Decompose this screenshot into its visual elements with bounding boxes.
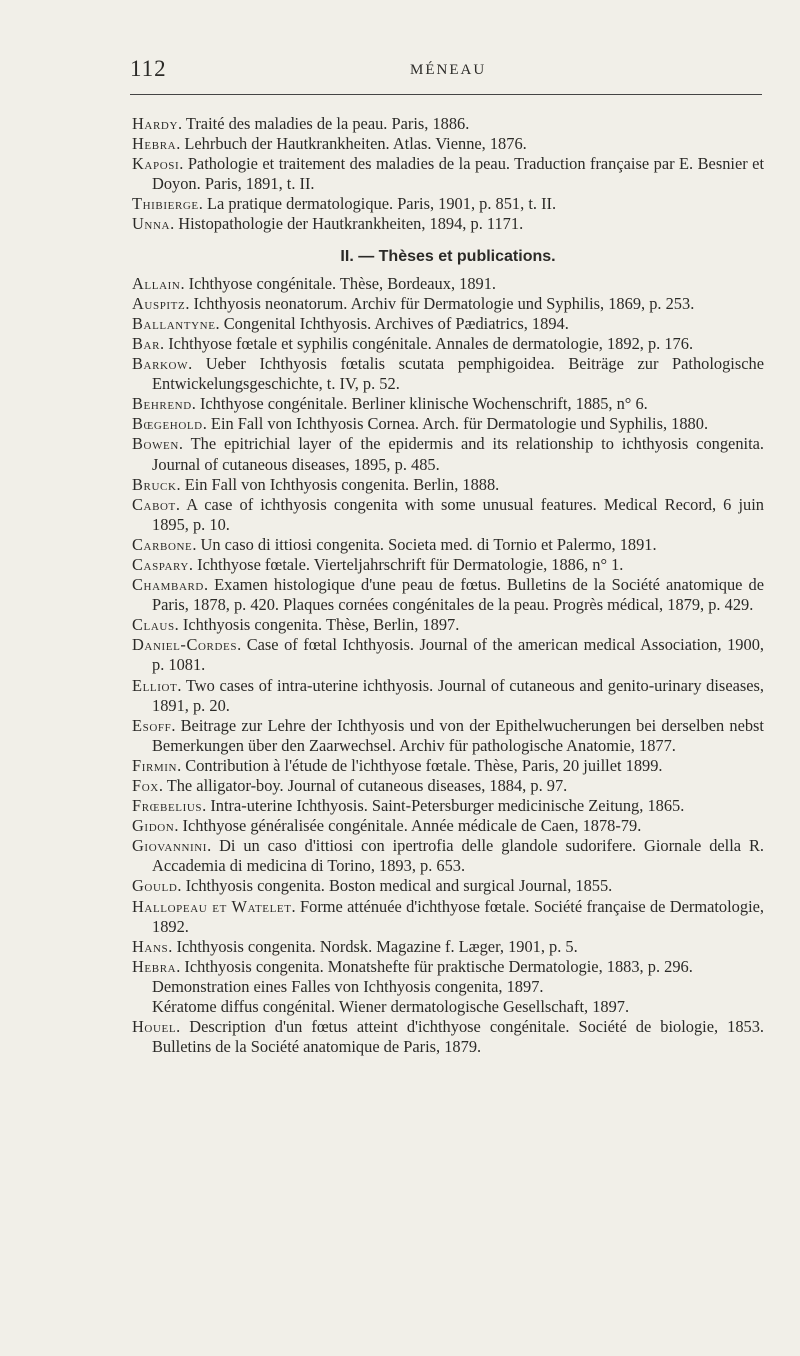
entry-author: Kaposi <box>132 154 180 174</box>
entry-text: . Ein Fall von Ichthyosis Cornea. Arch. für Dermatologie und Syphilis, 1880. <box>202 414 709 434</box>
bibliography-entry <box>132 676 764 716</box>
entry-author: Houel <box>132 1017 177 1037</box>
entry-author: Cabot <box>132 494 176 514</box>
entry-author: Bar <box>132 333 161 353</box>
entry-author: Hardy <box>132 114 179 133</box>
running-head: MÉNEAU <box>410 62 487 78</box>
entry-author: Gidon <box>132 816 175 836</box>
entry-author: Hans <box>132 936 169 956</box>
entry-author: Barkow <box>132 354 189 374</box>
entry-text: Demonstration eines Falles von Ichthyosis congenita, 1897. <box>152 976 544 996</box>
entry-text: . Un caso di ittiosi congenita. Societa med. di Tornio et Palermo, 1891. <box>192 534 657 554</box>
bibliography-entry <box>132 334 764 354</box>
bibliography-entry <box>132 716 764 756</box>
bibliography-entry <box>132 957 764 977</box>
bibliography-entry <box>132 816 764 836</box>
entry-text: Kératome diffus congénital. Wiener dermatologische Gesellschaft, 1897. <box>152 997 630 1017</box>
bibliography-entry <box>132 194 764 214</box>
bibliography-entry-continuation <box>132 997 764 1017</box>
entry-author: Hallopeau et Watelet <box>132 896 292 916</box>
bibliography <box>132 114 764 1057</box>
entry-text: . Ichthyosis congenita. Nordsk. Magazine f. Læger, 1901, p. 5. <box>168 936 578 956</box>
entry-text: . Ichthyosis congenita. Monatshefte für praktische Dermatologie, 1883, p. 296. <box>176 956 693 976</box>
entry-text: . Ichthyosis congenita. Boston medical and surgical Journal, 1855. <box>177 876 613 896</box>
entry-text: . Ein Fall von Ichthyosis congenita. Berlin, 1888. <box>176 474 500 494</box>
entry-text: . A case of ichthyosis congenita with some unusual features. Medical Record, 6 juin 1895, p. 10. <box>152 494 764 534</box>
header-rule <box>130 94 762 95</box>
bibliography-entry <box>132 555 764 575</box>
entry-author: Daniel-Cordes <box>132 635 238 655</box>
entry-text: . Traité des maladies de la peau. Paris, 1886. <box>178 114 470 133</box>
bibliography-entry <box>132 876 764 896</box>
entry-author: Elliot <box>132 675 178 695</box>
entry-text: . The alligator-boy. Journal of cutaneous diseases, 1884, p. 97. <box>158 776 568 795</box>
bibliography-entry <box>132 897 764 937</box>
entry-text: . Di un caso d'ittiosi con ipertrofia delle glandole sudorifere. Giornale della R. Accademia di medicina di Torino, 1893, p. 653. <box>152 836 764 876</box>
entry-text: . Congenital Ichthyosis. Archives of Pædiatrics, 1894. <box>215 313 569 333</box>
bibliography-entry <box>132 615 764 635</box>
bibliography-entry <box>132 354 764 394</box>
bibliography-entry <box>132 114 764 134</box>
entry-author: Hebra <box>132 956 177 976</box>
bibliography-entry <box>132 214 764 234</box>
bibliography-entry <box>132 776 764 796</box>
entry-text: . Description d'un fœtus atteint d'ichthyose congénitale. Société de biologie, 1853. Bulletins de la Société anatomique de Paris, 1879. <box>152 1017 764 1057</box>
entry-author: Carbone <box>132 534 193 554</box>
entry-text: . Beitrage zur Lehre der Ichthyosis und von der Epithelwucherungen bei derselben nebst Bemerkungen über den Zaarwechsel. Archiv für pathologische Anatomie, 1877. <box>152 715 764 755</box>
bibliography-entry <box>132 1017 764 1057</box>
entry-text: . Ichthyose fœtale. Vierteljahrschrift für Dermatologie, 1886, n° 1. <box>188 554 624 574</box>
bibliography-entry <box>132 495 764 535</box>
entry-author: Allain <box>132 273 181 293</box>
entry-author: Caspary <box>132 554 189 574</box>
entry-text: . Lehrbuch der Hautkrankheiten. Atlas. Vienne, 1876. <box>176 134 527 154</box>
bibliography-entry <box>132 154 764 194</box>
entry-text: . Histopathologie der Hautkrankheiten, 1894, p. 1171. <box>170 214 524 234</box>
entry-text: . Ichthyose congénitale. Thèse, Bordeaux, 1891. <box>180 273 497 293</box>
entry-author: Firmin <box>132 755 178 775</box>
entry-author: Frœbelius <box>132 796 203 816</box>
entry-author: Esoff <box>132 715 172 735</box>
entry-author: Bowen <box>132 434 179 454</box>
entry-author: Bruck <box>132 474 177 494</box>
entry-author: Auspitz <box>132 293 186 313</box>
bibliography-entry <box>132 796 764 816</box>
bibliography-entry <box>132 314 764 334</box>
entry-text: . Contribution à l'étude de l'ichthyose fœtale. Thèse, Paris, 20 juillet 1899. <box>177 755 663 775</box>
entry-text: . Forme atténuée d'ichthyose fœtale. Société française de Dermatologie, 1892. <box>152 896 764 936</box>
entry-text: . Ichthyose généralisée congénitale. Année médicale de Caen, 1878-79. <box>174 816 642 836</box>
bibliography-entry <box>132 414 764 434</box>
bibliography-entry <box>132 635 764 675</box>
entry-author: Thibierge <box>132 194 199 214</box>
entry-text: . The epitrichial layer of the epidermis and its relationship to ichthyosis congenita. Journal of cutaneous diseases, 1895, p. 485. <box>152 434 764 474</box>
entry-text: . Ichthyosis neonatorum. Archiv für Dermatologie und Syphilis, 1869, p. 253. <box>185 293 695 313</box>
bibliography-entry <box>132 535 764 555</box>
bibliography-entry <box>132 434 764 474</box>
entry-text: . Intra-uterine Ichthyosis. Saint-Petersburger medicinische Zeitung, 1865. <box>202 796 685 816</box>
entry-text: . Ichthyosis congenita. Thèse, Berlin, 1897. <box>174 615 460 635</box>
bibliography-entry-continuation <box>132 977 764 997</box>
bibliography-entry <box>132 836 764 876</box>
bibliography-entry <box>132 274 764 294</box>
entry-author: Behrend <box>132 394 192 414</box>
entry-text: . Pathologie et traitement des maladies de la peau. Traduction française par E. Besnier et Doyon. Paris, 1891, t. II. <box>152 154 764 194</box>
bibliography-entry <box>132 294 764 314</box>
page-header <box>130 56 762 88</box>
bibliography-entry <box>132 937 764 957</box>
entry-author: Hebra <box>132 134 177 154</box>
entry-text: . Ichthyose congénitale. Berliner klinische Wochenschrift, 1885, n° 6. <box>191 394 648 414</box>
bibliography-entry <box>132 756 764 776</box>
entry-text: . Two cases of intra-uterine ichthyosis. Journal of cutaneous and genito-urinary diseases, 1891, p. 20. <box>152 675 764 715</box>
section-heading: II. — Thèses et publications. <box>340 247 556 265</box>
bibliography-entry <box>132 394 764 414</box>
bibliography-entry <box>132 475 764 495</box>
entry-text: . Case of fœtal Ichthyosis. Journal of the american medical Association, 1900, p. 1081. <box>152 635 764 675</box>
page-number: 112 <box>130 56 167 81</box>
entry-author: Giovannini <box>132 836 208 856</box>
entry-author: Gould <box>132 876 178 896</box>
entry-author: Ballantyne <box>132 313 216 333</box>
entry-author: Bœgehold <box>132 414 203 434</box>
entry-author: Fox <box>132 776 159 795</box>
entry-text: . Examen histologique d'une peau de fœtus. Bulletins de la Société anatomique de Paris, 1878, p. 420. Plaques cornées congénitales de la peau. Progrès médical, 1879, p. 429. <box>152 575 764 615</box>
entry-author: Claus <box>132 615 175 635</box>
entry-text: . La pratique dermatologique. Paris, 1901, p. 851, t. II. <box>198 194 557 214</box>
entry-author: Unna <box>132 214 171 234</box>
entry-text: . Ueber Ichthyosis fœtalis scutata pemphigoidea. Beiträge zur Pathologische Entwickelungsgeschichte, t. IV, p. 52. <box>152 354 764 394</box>
entry-text: . Ichthyose fœtale et syphilis congénitale. Annales de dermatologie, 1892, p. 176. <box>160 333 694 353</box>
entry-author: Chambard <box>132 575 204 595</box>
bibliography-entry <box>132 134 764 154</box>
bibliography-entry <box>132 575 764 615</box>
